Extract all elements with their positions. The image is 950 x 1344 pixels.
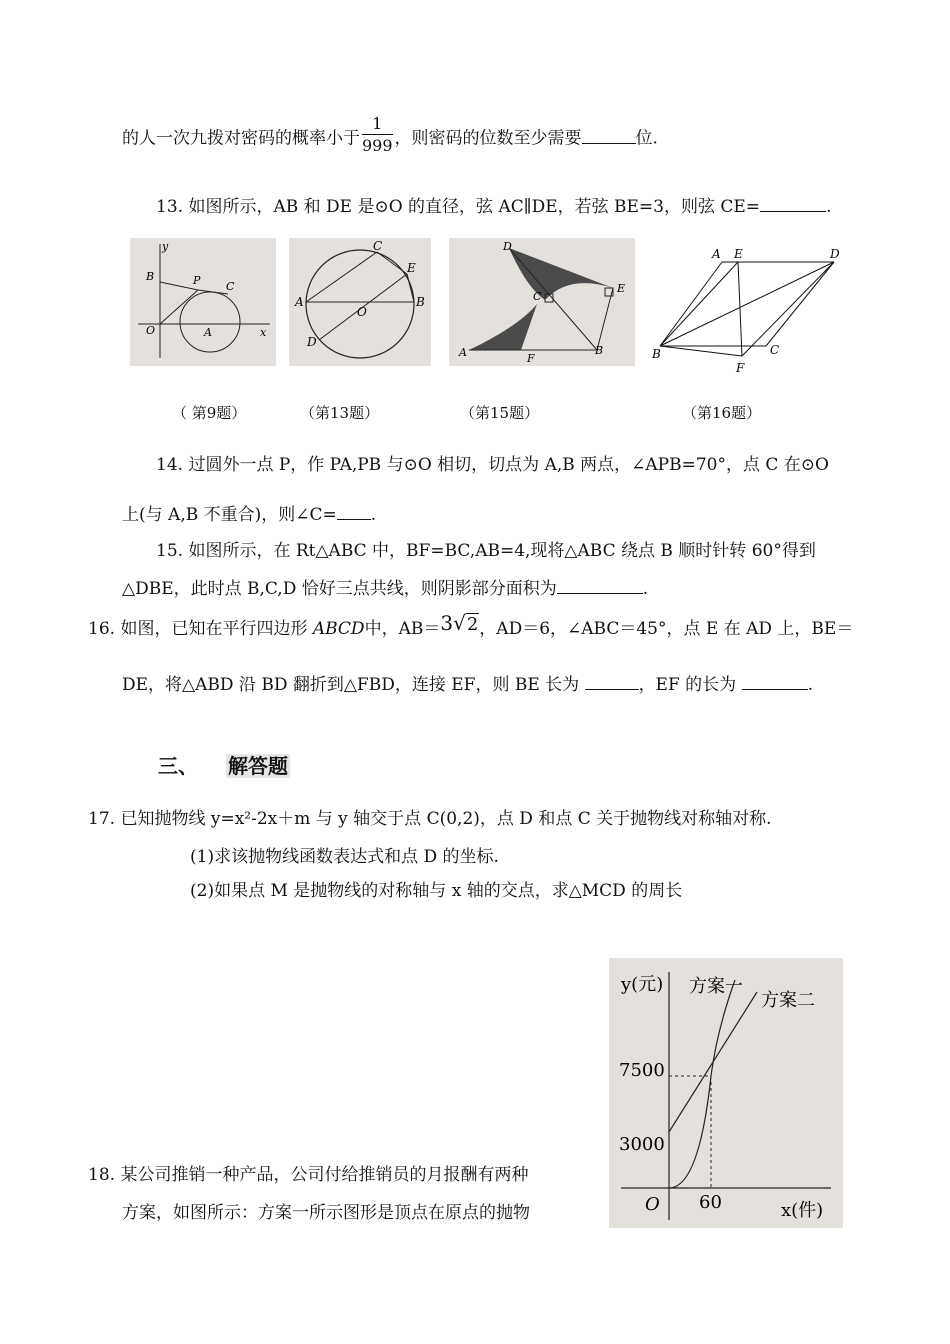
q12-answer-blank[interactable] xyxy=(582,129,636,144)
fig15-label-c: C xyxy=(533,290,542,303)
fig16-label-b: B xyxy=(652,347,661,361)
q16-text-5: ，EF 的长为 xyxy=(638,675,742,695)
q16-text-3: ，AD＝6，∠ABC＝45°，点 E 在 AD 上，BE＝ xyxy=(479,619,854,639)
fig9-label-a: A xyxy=(204,326,212,339)
q14-end: . xyxy=(370,505,377,525)
fig9-label-y: y xyxy=(162,240,169,253)
fig18-origin-label: O xyxy=(645,1194,660,1215)
fig16-label-f: F xyxy=(736,361,745,375)
q16-sqrt: √2 xyxy=(453,611,479,635)
figure-16 xyxy=(648,244,848,378)
q17-sub2: (2)如果点 M 是抛物线的对称轴与 x 轴的交点，求△MCD 的周长 xyxy=(190,881,683,901)
fig9-label-p: P xyxy=(193,274,201,287)
q12-text-before: 的人一次九拨对密码的概率小于 xyxy=(122,128,360,149)
fig16-label-c: C xyxy=(770,343,780,357)
q16-end: . xyxy=(807,675,813,695)
q15-text: △DBE，此时点 B,C,D 恰好三点共线，则阴影部分面积为 xyxy=(122,579,557,599)
q16-coef: 3 xyxy=(440,611,454,635)
fig13-label-c: C xyxy=(373,239,383,253)
q16-radicand: 2 xyxy=(466,614,479,635)
fig15-label-f: F xyxy=(527,352,535,365)
q14-text: 上(与 A,B 不重合)，则∠C= xyxy=(122,505,337,525)
fig15-label-b: B xyxy=(595,344,604,357)
q14-line1: 14. 过圆外一点 P，作 PA,PB 与⊙O 相切，切点为 A,B 两点，∠APB=70°，点 C 在⊙O xyxy=(156,455,829,475)
frac-denominator: 999 xyxy=(362,136,393,155)
caption-fig13: （第13题） xyxy=(300,404,380,422)
q16-line2 xyxy=(122,670,813,695)
q16-be-blank[interactable] xyxy=(585,675,639,690)
fig9-label-c: C xyxy=(226,280,235,293)
q12-line xyxy=(122,114,658,158)
q14-answer-blank[interactable] xyxy=(337,505,371,520)
figure-13 xyxy=(289,238,431,366)
caption-fig16: （第16题） xyxy=(682,404,762,422)
q16-line1 xyxy=(88,611,854,639)
q18-line2: 方案，如图所示：方案一所示图形是顶点在原点的抛物 xyxy=(122,1203,530,1223)
fig9-label-b: B xyxy=(146,270,155,283)
fig18-y-tick-3000: 3000 xyxy=(619,1134,665,1155)
q15-line1: 15. 如图所示，在 Rt△ABC 中，BF=BC,AB=4,现将△ABC 绕点 B 顺时针转 60°得到 xyxy=(156,541,816,561)
caption-fig9: （ 第9题） xyxy=(172,404,247,422)
section-number: 三、 xyxy=(158,754,198,778)
q14-line2 xyxy=(122,500,376,525)
q17-line1: 17. 已知抛物线 y=x²-2x＋m 与 y 轴交于点 C(0,2)，点 D 和点 C 关于抛物线对称轴对称. xyxy=(88,809,772,829)
fig15-label-a: A xyxy=(459,346,467,359)
frac-numerator: 1 xyxy=(362,116,393,135)
fig13-label-b: B xyxy=(416,295,425,309)
q18-line1: 18. 某公司推销一种产品，公司付给推销员的月报酬有两种 xyxy=(88,1165,529,1185)
q13-end: . xyxy=(826,197,832,217)
fig16-label-d: D xyxy=(830,247,840,261)
q17-sub1: (1)求该抛物线函数表达式和点 D 的坐标. xyxy=(190,847,499,867)
section-3-heading xyxy=(158,750,290,779)
fig13-label-d: D xyxy=(307,335,317,349)
fig18-x-tick-60: 60 xyxy=(699,1192,722,1213)
caption-fig15: （第15题） xyxy=(460,404,540,422)
fig16-label-a: A xyxy=(712,247,721,261)
fig13-label-a: A xyxy=(295,295,304,309)
fig9-label-o: O xyxy=(146,324,156,337)
fig18-y-tick-7500: 7500 xyxy=(619,1060,665,1081)
q13-answer-blank[interactable] xyxy=(760,197,826,212)
fig15-label-d: D xyxy=(503,240,512,253)
q15-answer-blank[interactable] xyxy=(557,579,643,594)
figure-18 xyxy=(609,958,843,1228)
fig18-y-label: y(元) xyxy=(621,974,664,995)
q16-ef-blank[interactable] xyxy=(742,675,808,690)
q16-text-2: 中，AB＝ xyxy=(364,619,441,639)
fig15-label-e: E xyxy=(617,282,626,295)
fig16-label-e: E xyxy=(734,247,743,261)
q16-text-1: 16. 如图，已知在平行四边形 xyxy=(88,619,313,639)
q12-unit: 位. xyxy=(635,128,658,149)
figure-15 xyxy=(449,238,635,366)
fig18-plan2-label: 方案二 xyxy=(761,990,815,1011)
q16-text-4: DE，将△ABD 沿 BD 翻折到△FBD，连接 EF，则 BE 长为 xyxy=(122,675,585,695)
fig18-plan1-label: 方案一 xyxy=(689,976,743,997)
figure-9 xyxy=(130,238,276,366)
section-title: 解答题 xyxy=(228,754,288,778)
fig9-label-x: x xyxy=(260,326,267,339)
fig13-label-e: E xyxy=(407,261,416,275)
q12-fraction xyxy=(362,116,393,154)
q12-text-after: ，则密码的位数至少需要 xyxy=(394,128,582,149)
q15-end: . xyxy=(642,579,649,599)
q15-line2 xyxy=(122,574,648,599)
q13-text: 13. 如图所示，AB 和 DE 是⊙O 的直径，弦 AC∥DE，若弦 BE=3，则弦 CE= xyxy=(156,197,761,217)
q16-abcd: ABCD xyxy=(312,619,365,639)
fig13-label-o: O xyxy=(357,305,367,319)
fig18-x-label: x(件) xyxy=(781,1200,824,1221)
q13-line xyxy=(156,192,831,217)
